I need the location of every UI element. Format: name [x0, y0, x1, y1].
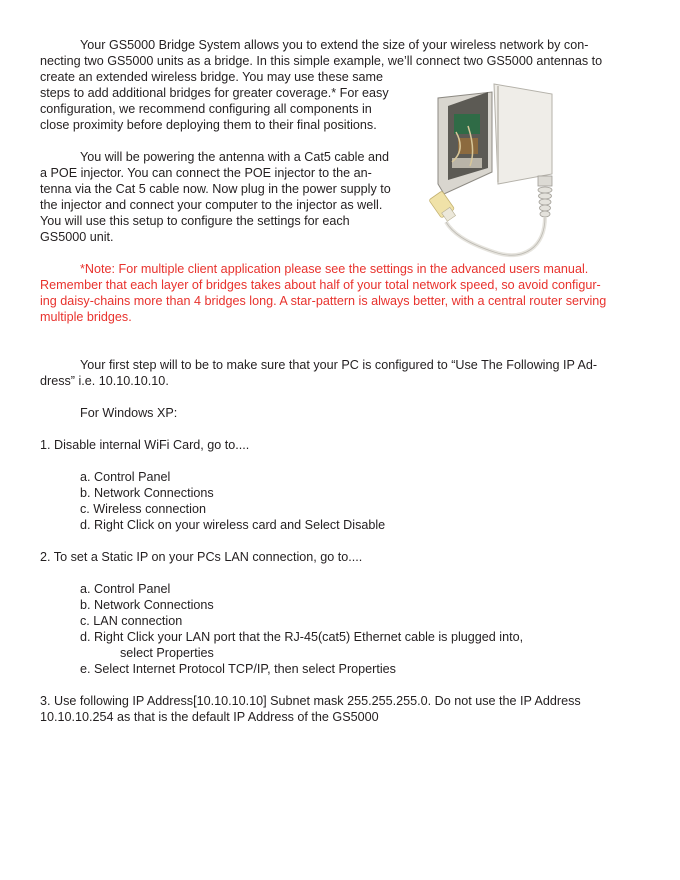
note-line: *Note: For multiple client application please see the settings in the advanced users manual. [80, 262, 589, 276]
step2-item: a. Control Panel [80, 582, 171, 596]
step1-title: 1. Disable internal WiFi Card, go to.... [40, 438, 250, 452]
intro-line: create an extended wireless bridge. You may use these same [40, 70, 384, 84]
power-line: You will use this setup to configure the settings for each [40, 214, 350, 228]
step1-item: d. Right Click on your wireless card and Select Disable [80, 518, 386, 532]
intro-line: steps to add additional bridges for greater coverage.* For easy [40, 86, 389, 100]
power-line: tenna via the Cat 5 cable now. Now plug in the power supply to [40, 182, 391, 196]
step3-line: 3. Use following IP Address[10.10.10.10] Subnet mask 255.255.255.0. Do not use the IP Address [40, 694, 581, 708]
power-line: a POE injector. You can connect the POE injector to the an- [40, 166, 372, 180]
antenna-poe-photo [424, 72, 554, 268]
note-line: ing daisy-chains more than 4 bridges long. A star-pattern is always better, with a central router serving [40, 294, 607, 308]
step1-item: b. Network Connections [80, 486, 214, 500]
intro-line: Your GS5000 Bridge System allows you to extend the size of your wireless network by con- [80, 38, 589, 52]
step2-item: d. Right Click your LAN port that the RJ-45(cat5) Ethernet cable is plugged into, [80, 630, 524, 644]
first-step-line: Your first step will to be to make sure that your PC is configured to “Use The Following IP Ad- [80, 358, 598, 372]
step1-item: a. Control Panel [80, 470, 171, 484]
step2-item: c. LAN connection [80, 614, 183, 628]
power-line: You will be powering the antenna with a Cat5 cable and [80, 150, 389, 164]
power-line: the injector and connect your computer to the injector as well. [40, 198, 383, 212]
intro-line: necting two GS5000 units as a bridge. In this simple example, we’ll connect two GS5000 antennas to [40, 54, 603, 68]
step2-item: e. Select Internet Protocol TCP/IP, then select Properties [80, 662, 396, 676]
step1-item: c. Wireless connection [80, 502, 206, 516]
note-line: Remember that each layer of bridges takes about half of your total network speed, so avoid configur- [40, 278, 601, 292]
step2-item: select Properties [120, 646, 214, 660]
power-line: GS5000 unit. [40, 230, 114, 244]
step2-item: b. Network Connections [80, 598, 214, 612]
first-step-line: dress” i.e. 10.10.10.10. [40, 374, 169, 388]
intro-line: close proximity before deploying them to their final positions. [40, 118, 377, 132]
note-line: multiple bridges. [40, 310, 132, 324]
os-heading: For Windows XP: [80, 406, 178, 420]
step2-title: 2. To set a Static IP on your PCs LAN connection, go to.... [40, 550, 363, 564]
step3-line: 10.10.10.254 as that is the default IP Address of the GS5000 [40, 710, 379, 724]
intro-line: configuration, we recommend configuring all components in [40, 102, 372, 116]
